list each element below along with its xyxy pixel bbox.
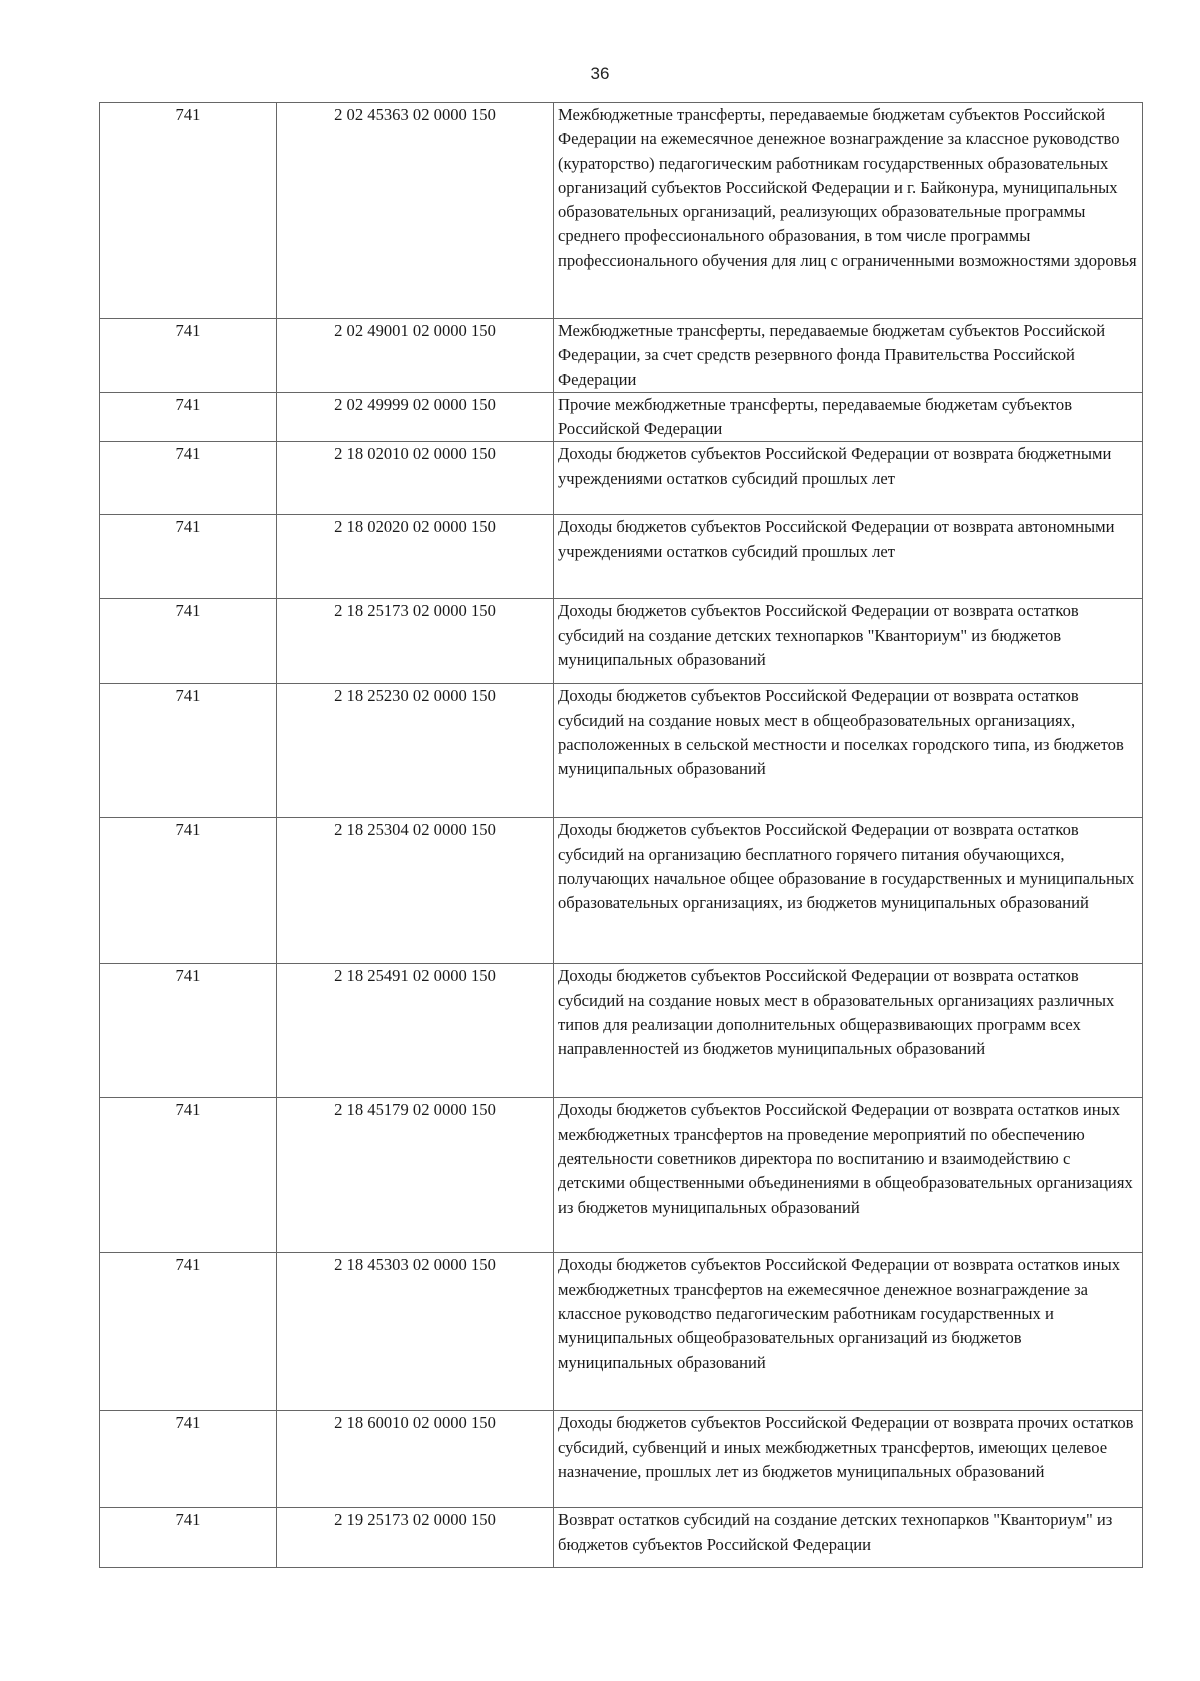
revenue-name-cell: Доходы бюджетов субъектов Российской Федерации от возврата остатков субсидий на создание новых мест в общеобразовательных организациях, расположенных в сельской местности и поселках городского типа, из бюджетов муниципальных образований xyxy=(554,684,1143,818)
revenue-name-cell: Доходы бюджетов субъектов Российской Федерации от возврата остатков иных межбюджетных трансфертов на ежемесячное денежное вознаграждение за классное руководство педагогическим работникам государственных и муниципальных общеобразовательных организаций из бюджетов муниципальных образований xyxy=(554,1253,1143,1411)
budget-code-cell: 2 18 45179 02 0000 150 xyxy=(277,1098,554,1253)
table-row xyxy=(100,392,1143,442)
budget-code-cell: 2 18 25173 02 0000 150 xyxy=(277,599,554,684)
revenue-name-cell: Доходы бюджетов субъектов Российской Федерации от возврата автономными учреждениями остатков субсидий прошлых лет xyxy=(554,515,1143,599)
revenue-name-cell: Доходы бюджетов субъектов Российской Федерации от возврата остатков субсидий на организацию бесплатного горячего питания обучающихся, получающих начальное общее образование в государственных и муниципальных образовательных организациях, из бюджетов муниципальных образований xyxy=(554,818,1143,964)
budget-code-cell: 2 02 45363 02 0000 150 xyxy=(277,103,554,319)
admin-code-cell: 741 xyxy=(100,818,277,964)
page-number: 36 xyxy=(590,64,610,83)
admin-code-cell: 741 xyxy=(100,1253,277,1411)
admin-code-cell: 741 xyxy=(100,1508,277,1568)
budget-code-cell: 2 18 25230 02 0000 150 xyxy=(277,684,554,818)
revenue-name-cell: Возврат остатков субсидий на создание детских технопарков "Кванториум" из бюджетов субъектов Российской Федерации xyxy=(554,1508,1143,1568)
budget-code-cell: 2 18 25491 02 0000 150 xyxy=(277,964,554,1098)
table-row xyxy=(100,515,1143,599)
admin-code-cell: 741 xyxy=(100,599,277,684)
admin-code-cell: 741 xyxy=(100,1098,277,1253)
revenue-name-cell: Прочие межбюджетные трансферты, передаваемые бюджетам субъектов Российской Федерации xyxy=(554,392,1143,442)
budget-code-cell: 2 02 49999 02 0000 150 xyxy=(277,392,554,442)
revenue-name-cell: Межбюджетные трансферты, передаваемые бюджетам субъектов Российской Федерации на ежемесячное денежное вознаграждение за классное руководство (кураторство) педагогическим работникам государственных образовательных организаций субъектов Российской Федерации и г. Байконура, муниципальных образовательных организаций, реализующих образовательные программы среднего профессионального образования, в том числе программы профессионального обучения для лиц с ограниченными возможностями здоровья xyxy=(554,103,1143,319)
table-row xyxy=(100,103,1143,319)
budget-classification-table xyxy=(99,102,1143,1568)
admin-code-cell: 741 xyxy=(100,442,277,515)
table-row xyxy=(100,964,1143,1098)
table-row xyxy=(100,1098,1143,1253)
budget-code-cell: 2 19 25173 02 0000 150 xyxy=(277,1508,554,1568)
table-row xyxy=(100,1508,1143,1568)
budget-code-cell: 2 18 02020 02 0000 150 xyxy=(277,515,554,599)
admin-code-cell: 741 xyxy=(100,684,277,818)
table-row xyxy=(100,1253,1143,1411)
admin-code-cell: 741 xyxy=(100,1411,277,1508)
table-row xyxy=(100,442,1143,515)
admin-code-cell: 741 xyxy=(100,319,277,393)
admin-code-cell: 741 xyxy=(100,103,277,319)
table-row xyxy=(100,319,1143,393)
budget-code-cell: 2 18 02010 02 0000 150 xyxy=(277,442,554,515)
budget-code-cell: 2 18 60010 02 0000 150 xyxy=(277,1411,554,1508)
admin-code-cell: 741 xyxy=(100,392,277,442)
revenue-name-cell: Межбюджетные трансферты, передаваемые бюджетам субъектов Российской Федерации, за счет средств резервного фонда Правительства Российской Федерации xyxy=(554,319,1143,393)
budget-code-cell: 2 18 45303 02 0000 150 xyxy=(277,1253,554,1411)
revenue-name-cell: Доходы бюджетов субъектов Российской Федерации от возврата остатков иных межбюджетных трансфертов на проведение мероприятий по обеспечению деятельности советников директора по воспитанию и взаимодействию с детскими общественными объединениями в общеобразовательных организациях из бюджетов муниципальных образований xyxy=(554,1098,1143,1253)
admin-code-cell: 741 xyxy=(100,515,277,599)
admin-code-cell: 741 xyxy=(100,964,277,1098)
revenue-name-cell: Доходы бюджетов субъектов Российской Федерации от возврата остатков субсидий на создание новых мест в образовательных организациях различных типов для реализации дополнительных общеразвивающих программ всех направленностей из бюджетов муниципальных образований xyxy=(554,964,1143,1098)
revenue-name-cell: Доходы бюджетов субъектов Российской Федерации от возврата прочих остатков субсидий, субвенций и иных межбюджетных трансфертов, имеющих целевое назначение, прошлых лет из бюджетов муниципальных образований xyxy=(554,1411,1143,1508)
revenue-name-cell: Доходы бюджетов субъектов Российской Федерации от возврата бюджетными учреждениями остатков субсидий прошлых лет xyxy=(554,442,1143,515)
table-row xyxy=(100,599,1143,684)
budget-code-cell: 2 02 49001 02 0000 150 xyxy=(277,319,554,393)
table-row xyxy=(100,684,1143,818)
budget-code-cell: 2 18 25304 02 0000 150 xyxy=(277,818,554,964)
revenue-name-cell: Доходы бюджетов субъектов Российской Федерации от возврата остатков субсидий на создание детских технопарков "Кванториум" из бюджетов муниципальных образований xyxy=(554,599,1143,684)
table-row xyxy=(100,818,1143,964)
table-row xyxy=(100,1411,1143,1508)
